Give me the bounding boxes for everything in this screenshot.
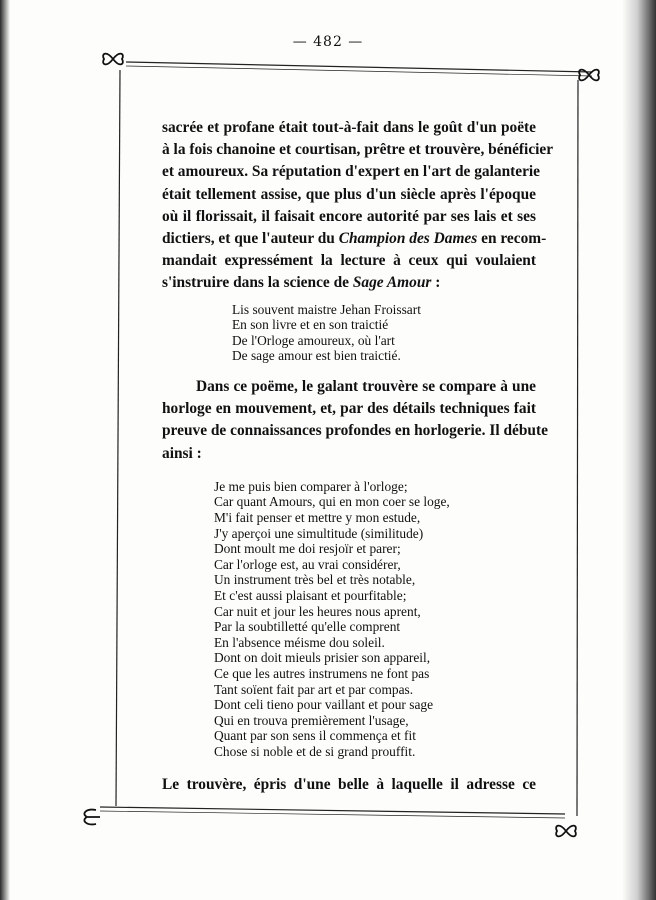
- verse-line: Ce que les autres instrumens ne font pas: [214, 665, 430, 681]
- text-line: Dans ce poëme, le galant trouvère se compare à une: [196, 378, 536, 395]
- verse-line: En son livre et en son traictié: [232, 317, 389, 333]
- verse-line: Tant soïent fait par art et par compas.: [214, 681, 414, 697]
- verse-line: Un instrument très bel et très notable,: [214, 572, 416, 588]
- corner-ornament-top-right-icon: [576, 64, 602, 86]
- text-fragment: s'instruire dans la science de: [162, 274, 349, 292]
- verse-line: De l'Orloge amoureux, où l'art: [232, 332, 395, 348]
- text-line: mandait expressément la lecture à ceux qui voulaient: [162, 252, 536, 270]
- paragraph-3: [162, 774, 536, 796]
- verse-line: Je me puis bien comparer à l'orloge;: [214, 478, 408, 494]
- verse-line: Car quant Amours, qui en mon coer se loge,: [214, 494, 450, 510]
- verse-line: Car l'orloge est, au vrai considérer,: [214, 556, 401, 572]
- verse-line: Chose si noble et de si grand prouffit.: [214, 743, 416, 759]
- corner-ornament-top-left-icon: [100, 48, 126, 70]
- text-line: était tellement assise, que plus d'un siècle après l'époque: [162, 185, 536, 203]
- text-fragment: dictiers, et que l'auteur du: [162, 230, 335, 248]
- text-line: preuve de connaissances profondes en horlogerie. Il débute: [162, 422, 548, 440]
- verse-quote-2: [214, 479, 536, 760]
- text-line: [162, 228, 547, 250]
- page-number: — 482 —: [292, 34, 364, 50]
- verse-line: Dont moult me doi resjoïr et parer;: [214, 541, 401, 557]
- paragraph-2: [162, 376, 548, 465]
- verse-quote-1: [232, 302, 536, 364]
- italic-sage-amour: Sage Amour: [352, 274, 432, 292]
- text-line: où il florissait, il faisait encore autorité par ses lais et ses: [162, 207, 536, 225]
- text-line: [162, 272, 536, 294]
- corner-ornament-bottom-left-icon: [78, 806, 104, 828]
- verse-line: En l'absence méisme dou soleil.: [214, 634, 385, 650]
- text-line: ainsi :: [162, 444, 202, 462]
- text-line: horloge en mouvement, et, par des détails techniques fait: [162, 400, 536, 418]
- text-line: et amoureux. Sa réputation d'expert en l'art de galanterie: [162, 163, 541, 181]
- text-line: à la fois chanoine et courtisan, prêtre et trouvère, bénéficier: [162, 141, 554, 159]
- verse-line: J'y aperçoi une simultitude (similitude): [214, 525, 424, 541]
- verse-line: Quant par son sens il commença et fit: [214, 728, 416, 744]
- text-line: sacrée et profane était tout-à-fait dans le goût d'un poëte: [162, 119, 536, 136]
- text-fragment: :: [435, 274, 441, 292]
- text-fragment: en recom-: [481, 230, 547, 248]
- verse-line: Dont celi tieno pour vaillant et pour sage: [214, 697, 434, 713]
- verse-line: Car nuit et jour les heures nous aprent,: [214, 603, 421, 619]
- text-line: Le trouvère, épris d'une belle à laquelle il adresse ce: [162, 775, 536, 793]
- verse-line: Qui en trouva premièrement l'usage,: [214, 712, 409, 728]
- verse-line: Lis souvent maistre Jehan Froissart: [232, 301, 421, 317]
- text-block: [162, 117, 554, 796]
- corner-ornament-bottom-right-icon: [553, 820, 579, 842]
- book-title-champion: Champion des Dames: [338, 230, 478, 248]
- verse-line: Et c'est aussi plaisant et pourfitable;: [214, 587, 407, 603]
- verse-line: De sage amour est bien traictié.: [232, 348, 401, 364]
- verse-line: Par la soubtilletté qu'elle comprent: [214, 619, 401, 635]
- verse-line: Dont on doit mieuls prisier son appareil,: [214, 650, 431, 666]
- verse-line: M'i fait penser et mettre y mon estude,: [214, 510, 421, 525]
- paragraph-1: [162, 117, 554, 295]
